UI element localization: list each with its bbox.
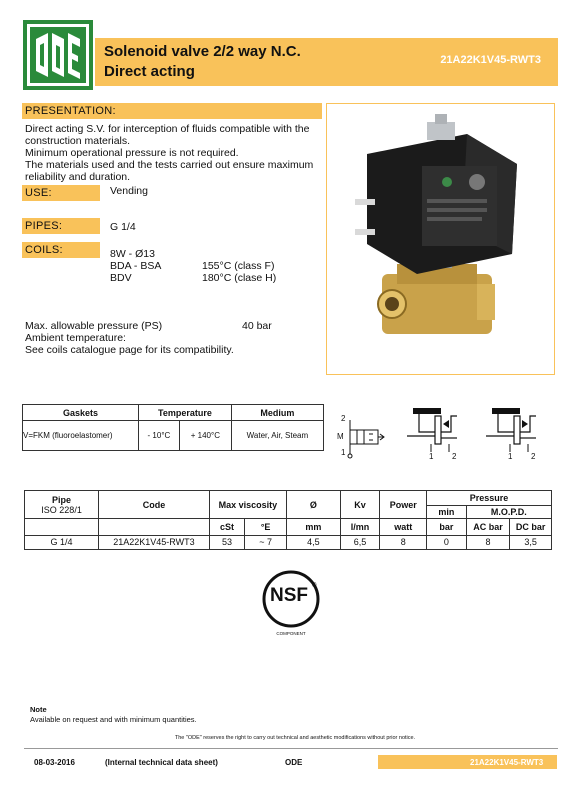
min-header: min bbox=[427, 506, 467, 519]
solenoid-m-label: M bbox=[337, 432, 344, 441]
coil-temp: 180°C (clase H) bbox=[202, 272, 277, 284]
e-cell: ~ 7 bbox=[245, 535, 287, 549]
ambient-temp-label: Ambient temperature: bbox=[25, 332, 126, 344]
nsf-registered: ® bbox=[312, 583, 317, 589]
pipes-label: PIPES: bbox=[22, 218, 100, 234]
viscosity-header: Max viscosity bbox=[209, 491, 286, 519]
coil-name: BDA - BSA bbox=[110, 260, 162, 272]
pipe-header-sub: ISO 228/1 bbox=[41, 504, 82, 515]
temperature-header: Temperature bbox=[139, 405, 232, 421]
footer-sheet-type: (Internal technical data sheet) bbox=[105, 758, 218, 767]
spec-table bbox=[24, 490, 552, 550]
coil-temp: 155°C (class F) bbox=[202, 260, 275, 272]
mm-cell: 4,5 bbox=[286, 535, 340, 549]
footer-divider bbox=[24, 748, 558, 749]
solenoid-valve-image bbox=[327, 104, 554, 374]
min-cell: 0 bbox=[427, 535, 467, 549]
power-header: Power bbox=[380, 491, 427, 519]
dc-bar-unit: DC bar bbox=[510, 519, 552, 535]
nsf-text: NSF bbox=[270, 585, 308, 606]
watt-cell: 8 bbox=[380, 535, 427, 549]
gaskets-header: Gaskets bbox=[23, 405, 139, 421]
nsf-logo bbox=[259, 569, 323, 629]
valve-section-diagram-a bbox=[405, 404, 467, 456]
title-line-2: Direct acting bbox=[104, 63, 195, 80]
code-cell: 21A22K1V45-RWT3 bbox=[99, 535, 210, 549]
table-row bbox=[25, 535, 552, 549]
max-pressure-value: 40 bar bbox=[242, 320, 272, 332]
coils-label: COILS: bbox=[22, 242, 100, 258]
ode-logo bbox=[22, 19, 94, 91]
footer-date: 08-03-2016 bbox=[34, 758, 75, 767]
diameter-header: Ø bbox=[286, 491, 340, 519]
footer-code: 21A22K1V45-RWT3 bbox=[470, 758, 544, 767]
pipe-header bbox=[25, 491, 99, 519]
port-1-label: 1 bbox=[341, 448, 346, 457]
use-label: USE: bbox=[22, 185, 100, 201]
medium-header: Medium bbox=[231, 405, 323, 421]
footer-brand: ODE bbox=[285, 758, 303, 767]
mm-unit: mm bbox=[286, 519, 340, 535]
use-value: Vending bbox=[110, 185, 148, 197]
note-text: Available on request and with minimum quantities. bbox=[30, 715, 197, 724]
coils-compatibility-note: See coils catalogue page for its compatibility. bbox=[25, 344, 234, 356]
pipe-cell: G 1/4 bbox=[25, 535, 99, 549]
cst-cell: 53 bbox=[209, 535, 245, 549]
pipe-header-label: Pipe bbox=[52, 494, 72, 505]
max-pressure-label: Max. allowable pressure (PS) bbox=[25, 320, 163, 332]
ac-bar-unit: AC bar bbox=[466, 519, 510, 535]
presentation-label: PRESENTATION: bbox=[22, 103, 322, 119]
gasket-cell: V=FKM (fluoroelastomer) bbox=[23, 421, 139, 451]
presentation-text bbox=[25, 123, 325, 183]
valve-section-diagram-b bbox=[484, 404, 546, 456]
pressure-header: Pressure bbox=[427, 491, 552, 506]
coils-line1: 8W - Ø13 bbox=[110, 248, 155, 260]
diagram-a-port-2: 2 bbox=[452, 452, 457, 461]
bar-unit: bar bbox=[427, 519, 467, 535]
dc-cell: 3,5 bbox=[510, 535, 552, 549]
cst-unit: cSt bbox=[209, 519, 245, 535]
presentation-line: construction materials. bbox=[25, 135, 131, 147]
kv-header: Kv bbox=[340, 491, 380, 519]
presentation-line: Direct acting S.V. for interception of fluids compatible with the bbox=[25, 123, 310, 135]
temp-max-cell: + 140°C bbox=[179, 421, 231, 451]
pipe-unit-cell bbox=[25, 519, 99, 535]
presentation-line: The materials used and the tests carried out ensure maximum bbox=[25, 159, 314, 171]
product-photo bbox=[326, 103, 555, 375]
diagram-b-port-1: 1 bbox=[508, 452, 513, 461]
e-unit: °E bbox=[245, 519, 287, 535]
materials-table bbox=[22, 404, 324, 451]
kv-cell: 6,5 bbox=[340, 535, 380, 549]
coil-name: BDV bbox=[110, 272, 132, 284]
disclaimer: The "ODE" reserves the right to carry out technical and aesthetic modifications without prior notice. bbox=[174, 735, 416, 741]
title-line-1: Solenoid valve 2/2 way N.C. bbox=[104, 43, 301, 60]
lmn-unit: l/mn bbox=[340, 519, 380, 535]
ac-cell: 8 bbox=[466, 535, 510, 549]
mopd-header: M.O.P.D. bbox=[466, 506, 551, 519]
diagram-b-port-2: 2 bbox=[531, 452, 536, 461]
header-code: 21A22K1V45-RWT3 bbox=[440, 54, 541, 66]
page-title bbox=[104, 42, 301, 82]
medium-cell: Water, Air, Steam bbox=[231, 421, 323, 451]
port-2-label: 2 bbox=[341, 414, 346, 423]
diagram-a-port-1: 1 bbox=[429, 452, 434, 461]
code-header: Code bbox=[99, 491, 210, 519]
note-title: Note bbox=[30, 705, 47, 714]
watt-unit: watt bbox=[380, 519, 427, 535]
presentation-line: reliability and duration. bbox=[25, 171, 131, 183]
temp-min-cell: - 10°C bbox=[139, 421, 180, 451]
nsf-component-label: COMPONENT bbox=[276, 631, 306, 636]
pipes-value: G 1/4 bbox=[110, 221, 136, 233]
presentation-line: Minimum operational pressure is not required. bbox=[25, 147, 239, 159]
code-unit-cell bbox=[99, 519, 210, 535]
